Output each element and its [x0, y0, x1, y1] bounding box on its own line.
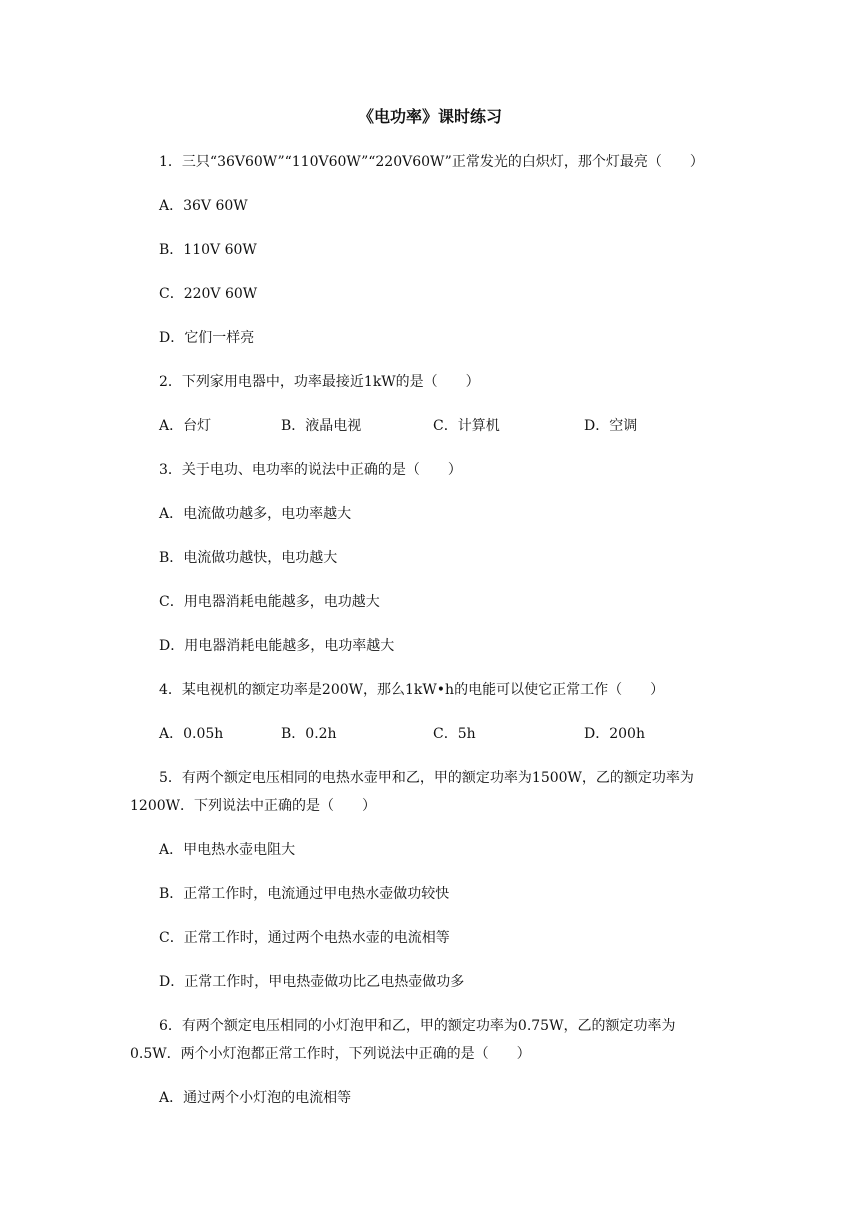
question-1-option-a: A．36V 60W — [159, 198, 248, 214]
question-6-stem-line-1: 6．有两个额定电压相同的小灯泡甲和乙，甲的额定功率为0.75W，乙的额定功率为 — [159, 1018, 676, 1034]
question-5-option-b: B．正常工作时，电流通过甲电热水壶做功较快 — [159, 886, 450, 902]
question-2-option-a: A．台灯 — [159, 418, 212, 434]
question-5-option-d: D．正常工作时，甲电热壶做功比乙电热壶做功多 — [159, 974, 465, 990]
question-6-stem-line-2: 0.5W．两个小灯泡都正常工作时，下列说法中正确的是（ ） — [130, 1046, 531, 1062]
question-3-option-b: B．电流做功越快，电功越大 — [159, 550, 338, 566]
question-3-option-a: A．电流做功越多，电功率越大 — [159, 506, 352, 522]
question-2-option-b: B．液晶电视 — [281, 418, 362, 434]
question-5-stem-line-1: 5．有两个额定电压相同的电热水壶甲和乙，甲的额定功率为1500W，乙的额定功率为 — [159, 770, 694, 786]
question-2-option-c: C．计算机 — [433, 418, 500, 434]
question-1-option-d: D．它们一样亮 — [159, 330, 255, 346]
question-1-option-c: C．220V 60W — [159, 286, 258, 302]
question-2-stem: 2．下列家用电器中，功率最接近1kW的是（ ） — [159, 374, 480, 390]
question-4-option-d: D．200h — [584, 726, 645, 742]
question-1-option-b: B．110V 60W — [159, 242, 257, 258]
question-3-option-d: D．用电器消耗电能越多，电功率越大 — [159, 638, 395, 654]
question-5-stem-line-2: 1200W．下列说法中正确的是（ ） — [130, 798, 377, 814]
question-5-option-a: A．甲电热水壶电阻大 — [159, 842, 296, 858]
question-5-option-c: C．正常工作时，通过两个电热水壶的电流相等 — [159, 930, 450, 946]
question-2-option-d: D．空调 — [584, 418, 638, 434]
question-3-option-c: C．用电器消耗电能越多，电功越大 — [159, 594, 380, 610]
question-3-stem: 3．关于电功、电功率的说法中正确的是（ ） — [159, 462, 462, 478]
question-4-option-a: A．0.05h — [159, 726, 224, 742]
page-title: 《电功率》课时练习 — [357, 107, 502, 126]
question-4-option-c: C．5h — [433, 726, 476, 742]
question-1-stem: 1．三只“36V60W”“110V60W”“220V60W”正常发光的白炽灯，那个灯最亮（ ） — [159, 154, 704, 170]
question-4-stem: 4．某电视机的额定功率是200W，那么1kW•h的电能可以使它正常工作（ ） — [159, 682, 665, 698]
question-4-option-b: B．0.2h — [281, 726, 337, 742]
question-6-option-a: A．通过两个小灯泡的电流相等 — [159, 1090, 352, 1106]
